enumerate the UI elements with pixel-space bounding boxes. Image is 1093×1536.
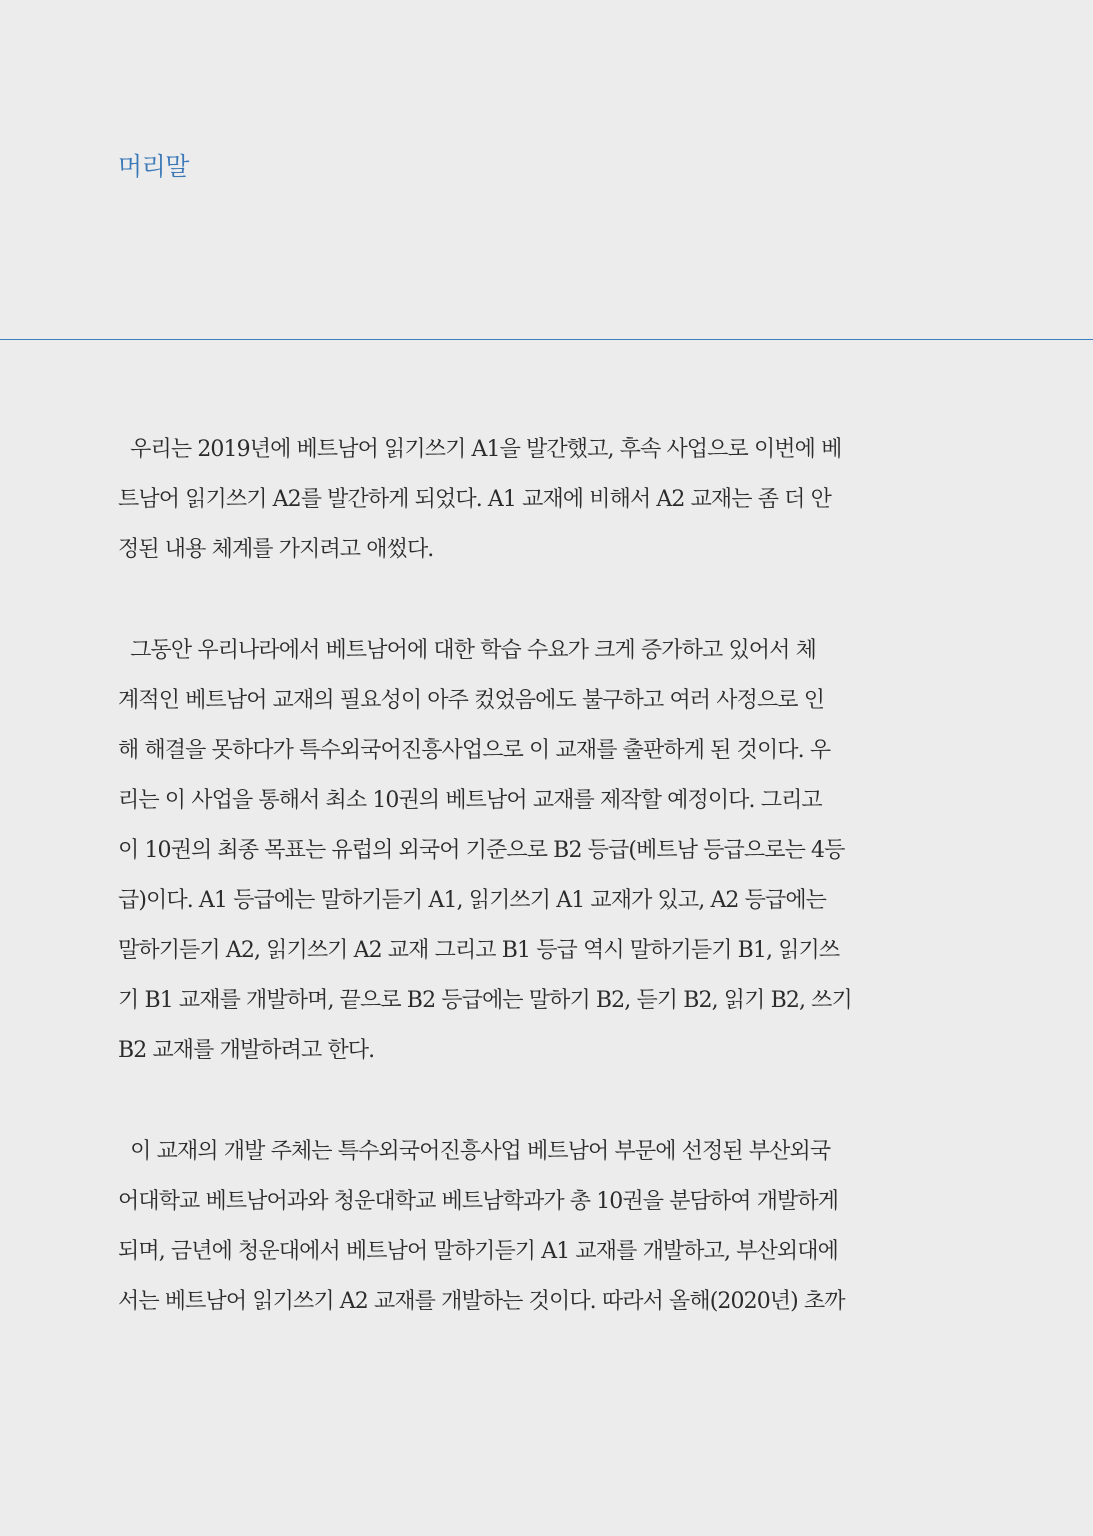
text-line: B2 교재를 개발하려고 한다. [118, 1038, 375, 1063]
text-line: 우리는 2019년에 베트남어 읽기쓰기 A1을 발간했고, 후속 사업으로 이번에 베 [118, 437, 842, 462]
text-line: 이 교재의 개발 주체는 특수외국어진흥사업 베트남어 부문에 선정된 부산외국 [118, 1139, 831, 1164]
text-line: 계적인 베트남어 교재의 필요성이 아주 컸었음에도 불구하고 여러 사정으로 인 [118, 688, 825, 713]
text-line: 말하기듣기 A2, 읽기쓰기 A2 교재 그리고 B1 등급 역시 말하기듣기 B1, 읽기쓰 [118, 938, 840, 963]
text-line: 리는 이 사업을 통해서 최소 10권의 베트남어 교재를 제작할 예정이다. 그리고 [118, 788, 822, 813]
text-line: 이 10권의 최종 목표는 유럽의 외국어 기준으로 B2 등급(베트남 등급으로는 4등 [118, 838, 845, 863]
text-line: 어대학교 베트남어과와 청운대학교 베트남학과가 총 10권을 분담하여 개발하게 [118, 1189, 839, 1214]
text-line: 되며, 금년에 청운대에서 베트남어 말하기듣기 A1 교재를 개발하고, 부산외대에 [118, 1239, 838, 1264]
text-line: 정된 내용 체계를 가지려고 애썼다. [118, 537, 434, 562]
body-text [118, 425, 915, 1378]
page-title: 머리말 [118, 152, 189, 181]
text-line: 해 해결을 못하다가 특수외국어진흥사업으로 이 교재를 출판하게 된 것이다. 우 [118, 738, 831, 763]
paragraph-1 [118, 425, 915, 575]
header-divider [0, 339, 1093, 340]
text-line: 트남어 읽기쓰기 A2를 발간하게 되었다. A1 교재에 비해서 A2 교재는 좀 더 안 [118, 487, 831, 512]
text-line: 기 B1 교재를 개발하며, 끝으로 B2 등급에는 말하기 B2, 듣기 B2, 읽기 B2, 쓰기 [118, 988, 852, 1013]
text-line: 서는 베트남어 읽기쓰기 A2 교재를 개발하는 것이다. 따라서 올해(2020년) 초까 [118, 1289, 845, 1314]
paragraph-3 [118, 1127, 915, 1327]
text-line: 급)이다. A1 등급에는 말하기듣기 A1, 읽기쓰기 A1 교재가 있고, A2 등급에는 [118, 888, 827, 913]
text-line: 그동안 우리나라에서 베트남어에 대한 학습 수요가 크게 증가하고 있어서 체 [118, 638, 816, 663]
paragraph-2 [118, 626, 915, 1076]
